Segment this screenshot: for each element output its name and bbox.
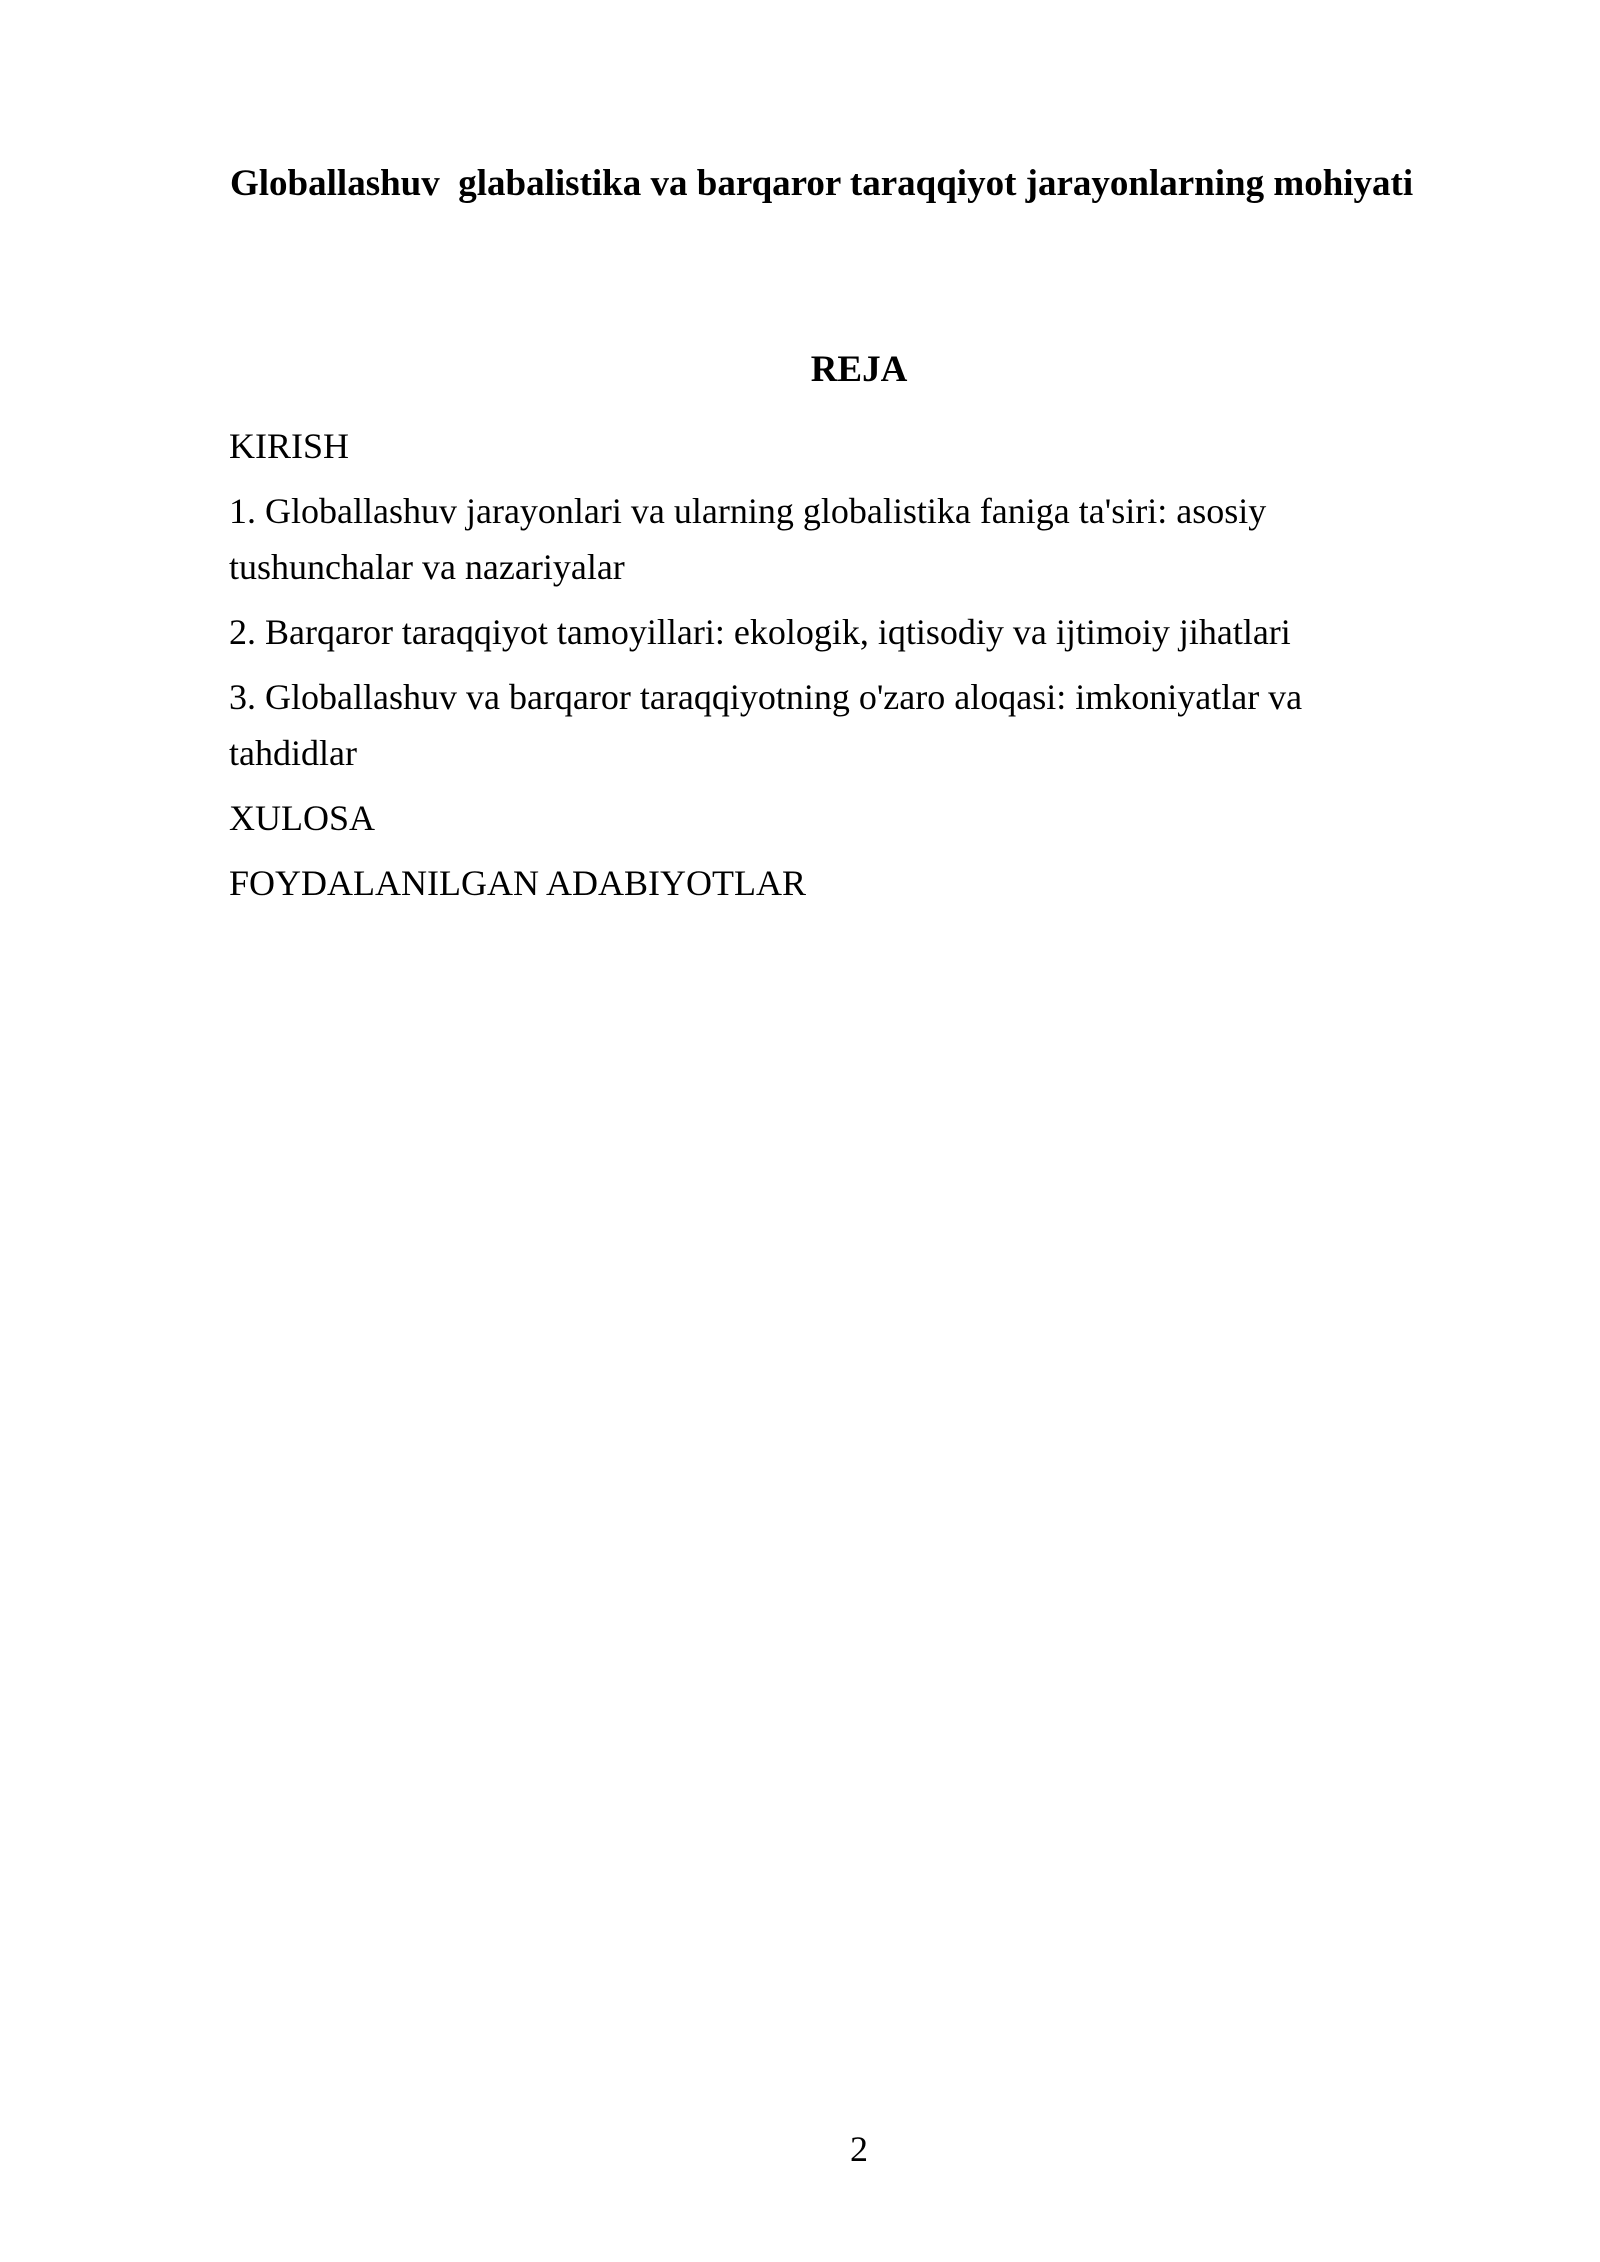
toc-item-2: 2. Barqaror taraqqiyot tamoyillari: ekologik, iqtisodiy va ijtimoiy jihatlari [229, 612, 1291, 652]
toc-item-1: 1. Globallashuv jarayonlari va ularning globalistika faniga ta'siri: asosiy tushunchalar va nazariyalar [229, 491, 1267, 587]
toc-item-3: 3. Globallashuv va barqaror taraqqiyotning o'zaro aloqasi: imkoniyatlar va tahdidlar [229, 677, 1303, 773]
toc-item-references: FOYDALANILGAN ADABIYOTLAR [229, 863, 806, 903]
document-title: Globallashuv glabalistika va barqaror taraqqiyot jarayonlarning mohiyati [230, 163, 1414, 204]
toc-item-introduction: KIRISH [229, 426, 350, 466]
page-number: 2 [850, 2129, 868, 2169]
plan-heading: REJA [810, 349, 908, 390]
toc-item-conclusion: XULOSA [229, 798, 376, 838]
table-of-contents [229, 418, 1399, 920]
